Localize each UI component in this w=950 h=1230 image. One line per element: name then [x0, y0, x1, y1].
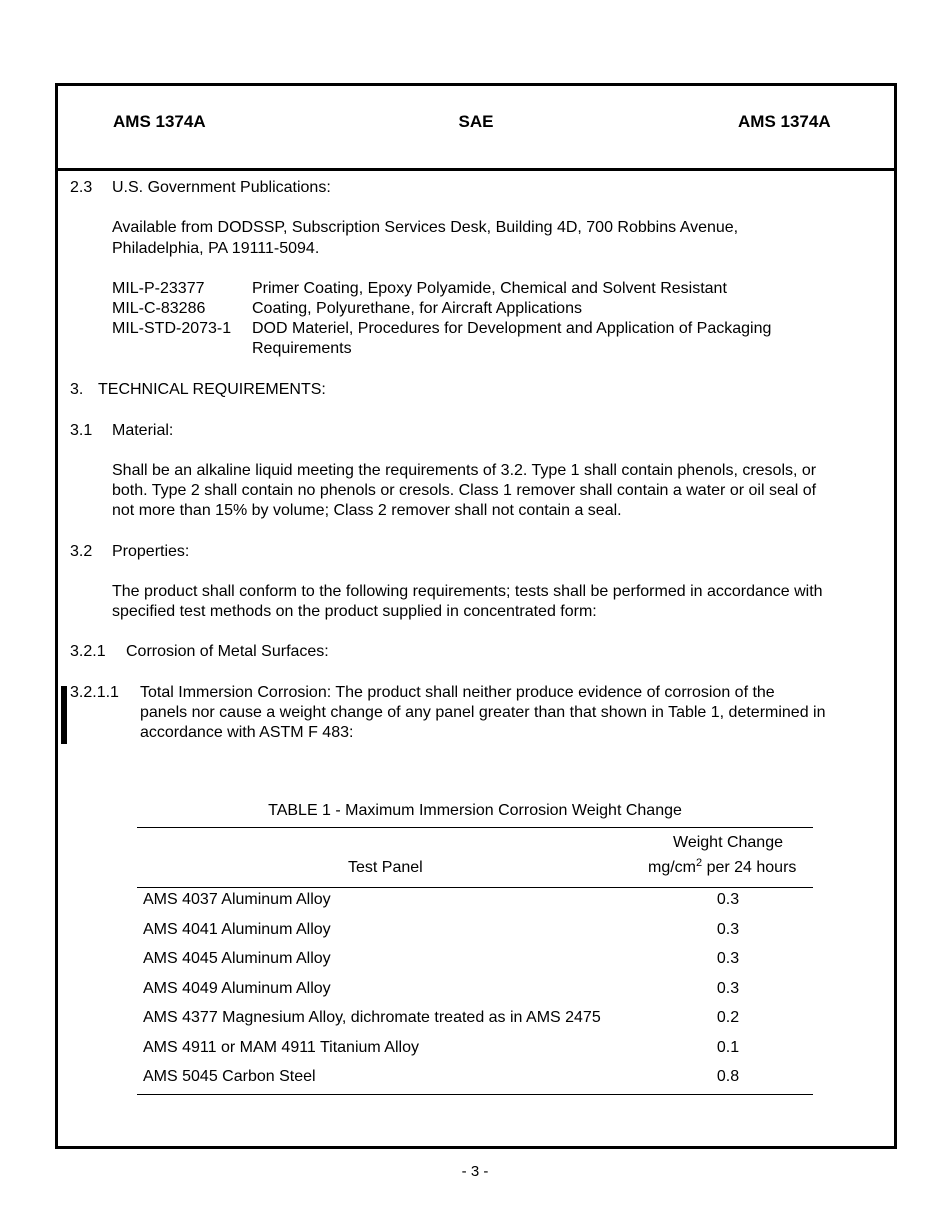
reference-doc-id: MIL-STD-2073-1	[112, 320, 232, 337]
section-number: 3.2.1.1	[70, 684, 119, 701]
header-doc-number-right: AMS 1374A	[738, 112, 831, 131]
paragraph-line: Total Immersion Corrosion: The product shall neither produce evidence of corrosion of the	[140, 684, 775, 701]
header-org: SAE	[458, 112, 494, 131]
page-header	[58, 86, 894, 171]
table-cell-value: 0.8	[716, 1068, 740, 1085]
table-header-weight-change: Weight Change	[673, 834, 783, 851]
table-cell-value: 0.3	[716, 980, 740, 997]
table-bottom-rule	[137, 1094, 813, 1095]
reference-doc-id: MIL-P-23377	[112, 280, 205, 297]
table-cell-value: 0.1	[716, 1039, 740, 1056]
paragraph-line: panels nor cause a weight change of any panel greater than that shown in Table 1, determined in	[140, 704, 826, 721]
table-cell-panel: AMS 4041 Aluminum Alloy	[143, 921, 331, 938]
table-cell-panel: AMS 4911 or MAM 4911 Titanium Alloy	[143, 1039, 419, 1056]
section-title: TECHNICAL REQUIREMENTS:	[98, 381, 326, 398]
paragraph-line: accordance with ASTM F 483:	[140, 724, 354, 741]
table-header-rule	[137, 887, 813, 888]
reference-doc-title: DOD Materiel, Procedures for Development and Application of Packaging	[252, 320, 772, 337]
table-cell-value: 0.3	[716, 891, 740, 908]
paragraph-line: The product shall conform to the following requirements; tests shall be performed in accordance with	[112, 583, 823, 600]
table-top-rule	[137, 827, 813, 828]
section-number: 3.	[70, 381, 84, 398]
section-number: 3.1	[70, 422, 93, 439]
units-text: mg/cm	[648, 859, 696, 876]
section-number: 3.2	[70, 543, 93, 560]
table-cell-panel: AMS 4049 Aluminum Alloy	[143, 980, 331, 997]
paragraph-line: both. Type 2 shall contain no phenols or cresols. Class 1 remover shall contain a water or oil seal of	[112, 482, 817, 499]
paragraph-line: Philadelphia, PA 19111-5094.	[112, 240, 320, 257]
section-title: Corrosion of Metal Surfaces:	[126, 643, 329, 660]
paragraph-line: not more than 15% by volume; Class 2 remover shall not contain a seal.	[112, 502, 622, 519]
section-number: 2.3	[70, 179, 93, 196]
reference-doc-title: Primer Coating, Epoxy Polyamide, Chemical and Solvent Resistant	[252, 280, 727, 297]
units-superscript: 2	[696, 857, 703, 869]
page-number: - 3 -	[461, 1163, 489, 1180]
table-header-test-panel: Test Panel	[348, 859, 423, 876]
table-cell-value: 0.3	[716, 921, 740, 938]
reference-doc-title: Coating, Polyurethane, for Aircraft Applications	[252, 300, 582, 317]
header-doc-number-left: AMS 1374A	[113, 112, 206, 131]
reference-doc-title-continued: Requirements	[252, 340, 352, 357]
paragraph-line: specified test methods on the product supplied in concentrated form:	[112, 603, 597, 620]
table-cell-panel: AMS 4037 Aluminum Alloy	[143, 891, 331, 908]
table-cell-panel: AMS 4045 Aluminum Alloy	[143, 950, 331, 967]
table-caption: TABLE 1 - Maximum Immersion Corrosion Weight Change	[268, 802, 682, 819]
paragraph-line: Shall be an alkaline liquid meeting the requirements of 3.2. Type 1 shall contain phenols, cresols, or	[112, 462, 817, 479]
section-title: U.S. Government Publications:	[112, 179, 331, 196]
table-cell-panel: AMS 5045 Carbon Steel	[143, 1068, 316, 1085]
section-number: 3.2.1	[70, 643, 106, 660]
table-cell-value: 0.3	[716, 950, 740, 967]
table-cell-value: 0.2	[716, 1009, 740, 1026]
section-title: Properties:	[112, 543, 190, 560]
revision-change-bar	[61, 686, 67, 744]
table-header-units	[648, 858, 796, 878]
paragraph-line: Available from DODSSP, Subscription Services Desk, Building 4D, 700 Robbins Avenue,	[112, 219, 739, 236]
reference-doc-id: MIL-C-83286	[112, 300, 206, 317]
units-rest: per 24 hours	[702, 859, 797, 876]
section-title: Material:	[112, 422, 174, 439]
table-cell-panel: AMS 4377 Magnesium Alloy, dichromate treated as in AMS 2475	[143, 1009, 601, 1026]
